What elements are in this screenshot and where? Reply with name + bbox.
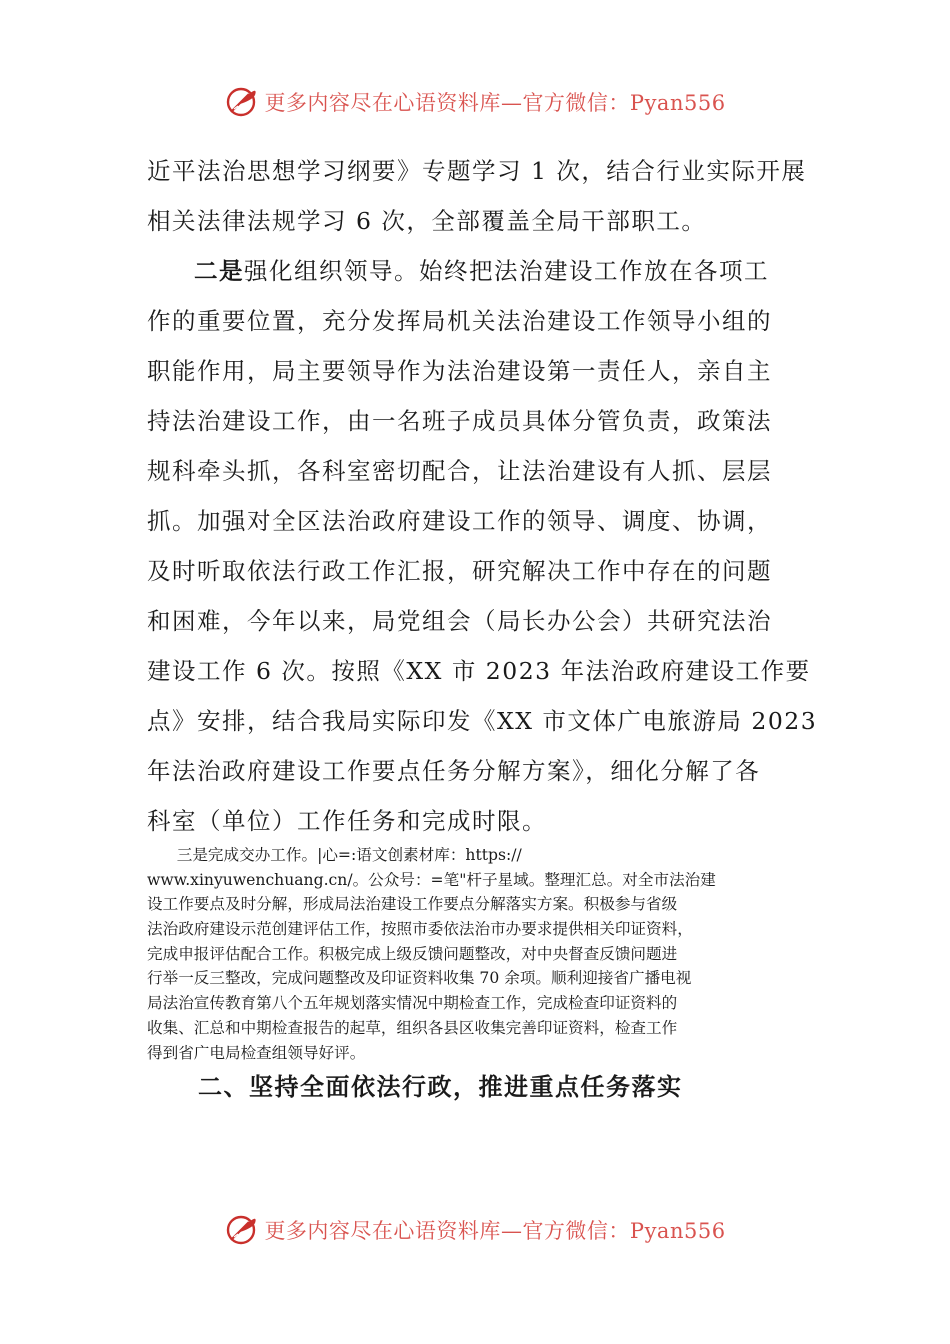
footer-banner: [0, 1210, 950, 1250]
text-line: 近平法治思想学习纲要》专题学习 1 次，结合行业实际开展: [147, 157, 807, 185]
text-line: 科室（单位）工作任务和完成时限。: [147, 807, 547, 835]
text-line: 持法治建设工作，由一名班子成员具体分管负责，政策法: [147, 407, 772, 435]
text-line: 相关法律法规学习 6 次，全部覆盖全局干部职工。: [147, 207, 707, 235]
text-line: 和困难，今年以来，局党组会（局长办公会）共研究法治: [147, 607, 772, 635]
text-line: 设工作要点及时分解，形成局法治建设工作要点分解落实方案。积极参与省级: [147, 895, 678, 914]
section-heading: 二、坚持全面依法行政，推进重点任务落实: [198, 1072, 683, 1101]
paragraph-1: [147, 146, 807, 246]
paragraph-2-first-line: [147, 246, 807, 296]
banner-wechat: 官方微信：Pyan556: [522, 91, 726, 115]
text-line: 建设工作 6 次。按照《XX 市 2023 年法治政府建设工作要: [147, 657, 811, 685]
text-line: 抓。加强对全区法治政府建设工作的领导、调度、协调，: [147, 507, 772, 535]
text-line: 职能作用，局主要领导作为法治建设第一责任人，亲自主: [147, 357, 772, 385]
text-line: 完成申报评估配合工作。积极完成上级反馈问题整改，对中央督查反馈问题进: [147, 944, 678, 963]
text-line: 年法治政府建设工作要点任务分解方案》，细化分解了各: [147, 757, 761, 785]
text-line: 法治政府建设示范创建评估工作，按照市委依法治市办要求提供相关印证资料，: [147, 920, 693, 939]
text-line: 及时听取依法行政工作汇报，研究解决工作中存在的问题: [147, 557, 772, 585]
quill-logo-icon: [224, 85, 258, 119]
text-line: www.xinyuwenchuang.cn/。公众号：=笔"杆子星域。整理汇总。对全市法治建: [147, 870, 716, 889]
paragraph-lead: 二是: [194, 257, 244, 285]
text-line: 得到省广电局检查组领导好评。: [147, 1043, 366, 1062]
banner-text: [264, 87, 725, 117]
banner-separator: —: [500, 1219, 523, 1243]
paragraph-2: [147, 246, 818, 846]
banner-brand: 更多内容尽在心语资料库: [264, 1219, 501, 1243]
banner-wechat: 官方微信：Pyan556: [522, 1219, 726, 1243]
quill-logo-icon: [224, 1213, 258, 1247]
text-line: 三是完成交办工作。|心=:语文创素材库：https://: [147, 846, 522, 864]
text-line: 局法治宣传教育第八个五年规划落实情况中期检查工作，完成检查印证资料的: [147, 994, 678, 1013]
banner-text: [264, 1215, 725, 1245]
header-banner: [0, 82, 950, 122]
banner-brand: 更多内容尽在心语资料库: [264, 91, 501, 115]
text-line: 规科牵头抓，各科室密切配合，让法治建设有人抓、层层: [147, 457, 772, 485]
text-line: 收集、汇总和中期检查报告的起草，组织各县区收集完善印证资料，检查工作: [147, 1018, 678, 1037]
text-span: 强化组织领导。始终把法治建设工作放在各项工: [244, 257, 769, 285]
text-line: 作的重要位置，充分发挥局机关法治建设工作领导小组的: [147, 307, 772, 335]
banner-separator: —: [500, 91, 523, 115]
text-line: 点》安排，结合我局实际印发《XX 市文体广电旅游局 2023: [147, 707, 818, 735]
paragraph-3: [147, 843, 807, 1065]
text-line: 行举一反三整改，完成问题整改及印证资料收集 70 余项。顺利迎接省广播电视: [147, 969, 692, 988]
